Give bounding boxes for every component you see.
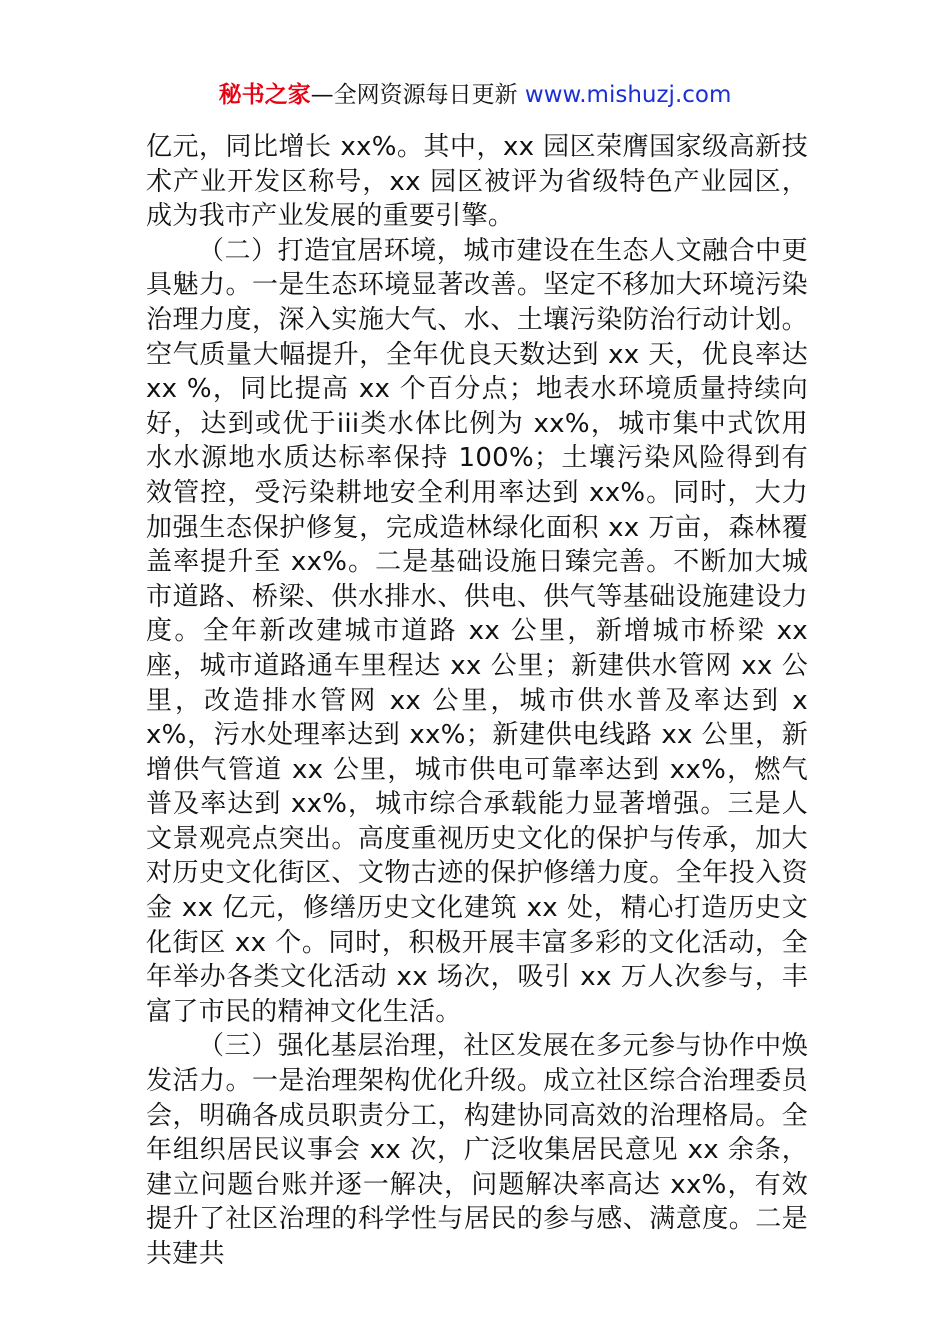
- paragraph-section-3: （三）强化基层治理，社区发展在多元参与协作中焕发活力。一是治理架构优化升级。成立社区综合治理委员会，明确各成员职责分工，构建协同高效的治理格局。全年组织居民议事会 xx 次，广泛收集居民意见 xx 余条，建立问题台账并逐一解决，问题解决率高达 xx%，有效提升了社区治理的科学性与居民的参与感、满意度。二是共建共: [146, 1031, 808, 1269]
- site-brand: 秘书之家: [218, 82, 311, 108]
- site-tagline: —全网资源每日更新: [310, 82, 525, 108]
- document-body: [146, 130, 808, 1272]
- site-header: [0, 78, 950, 112]
- paragraph-continued: 亿元，同比增长 xx%。其中，xx 园区荣膺国家级高新技术产业开发区称号，xx 园区被评为省级特色产业园区，成为我市产业发展的重要引擎。: [146, 132, 808, 232]
- site-url-link[interactable]: www.mishuzj.com: [524, 82, 732, 108]
- paragraph-section-2: （二）打造宜居环境，城市建设在生态人文融合中更具魅力。一是生态环境显著改善。坚定不移加大环境污染治理力度，深入实施大气、水、土壤污染防治行动计划。空气质量大幅提升，全年优良天数达到 xx 天，优良率达 xx %，同比提高 xx 个百分点；地表水环境质量持续向好，达到或优于iii类水体比例为 xx%，城市集中式饮用水水源地水质达标率保持 100%；土壤污染风险得到有效管控，受污染耕地安全利用率达到 xx%。同时，大力加强生态保护修复，完成造林绿化面积 xx 万亩，森林覆盖率提升至 xx%。二是基础设施日臻完善。不断加大城市道路、桥梁、供水排水、供电、供气等基础设施建设力度。全年新改建城市道路 xx 公里，新增城市桥梁 xx 座，城市道路通车里程达 xx 公里；新建供水管网 xx 公里，改造排水管网 xx 公里，城市供水普及率达到 xx%，污水处理率达到 xx%；新建供电线路 xx 公里，新增供气管道 xx 公里，城市供电可靠率达到 xx%，燃气普及率达到 xx%，城市综合承载能力显著增强。三是人文景观亮点突出。高度重视历史文化的保护与传承，加大对历史文化街区、文物古迹的保护修缮力度。全年投入资金 xx 亿元，修缮历史文化建筑 xx 处，精心打造历史文化街区 xx 个。同时，积极开展丰富多彩的文化活动，全年举办各类文化活动 xx 场次，吸引 xx 万人次参与，丰富了市民的精神文化生活。: [146, 235, 808, 1027]
